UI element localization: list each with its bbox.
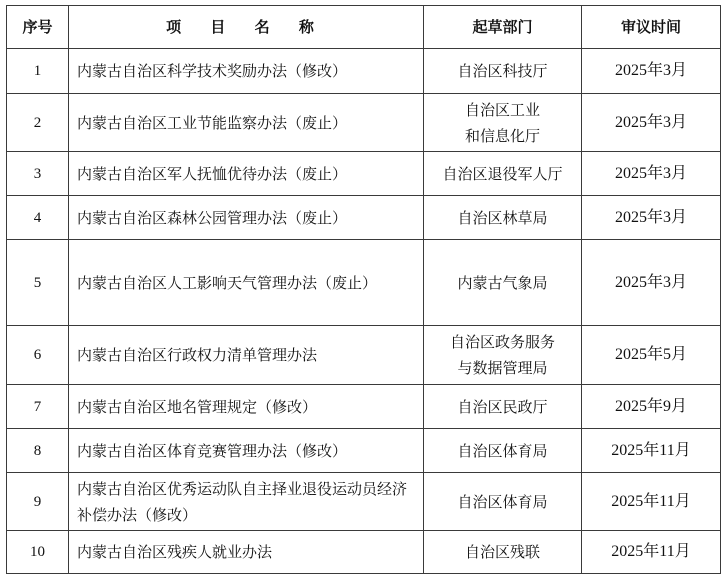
cell-index: 7 xyxy=(7,385,69,429)
cell-project: 内蒙古自治区人工影响天气管理办法（废止） xyxy=(69,240,424,326)
cell-time: 2025年11月 xyxy=(582,429,721,473)
table-row xyxy=(7,385,721,429)
dept-line: 自治区体育局 xyxy=(457,492,548,511)
cell-time: 2025年3月 xyxy=(582,49,721,94)
dept-line: 和信息化厅 xyxy=(464,126,540,145)
table-row xyxy=(7,240,721,326)
cell-project: 内蒙古自治区行政权力清单管理办法 xyxy=(69,326,424,385)
header-project: 项 目 名 称 xyxy=(69,6,424,49)
dept-line: 自治区林草局 xyxy=(457,208,548,227)
header-index: 序号 xyxy=(7,6,69,49)
dept-line: 自治区退役军人厅 xyxy=(442,164,563,183)
table-row xyxy=(7,473,721,531)
legislation-plan-table xyxy=(6,5,721,574)
cell-time: 2025年9月 xyxy=(582,385,721,429)
cell-time: 2025年3月 xyxy=(582,152,721,196)
cell-time: 2025年3月 xyxy=(582,94,721,152)
cell-index: 10 xyxy=(7,531,69,574)
cell-index: 1 xyxy=(7,49,69,94)
cell-project: 内蒙古自治区科学技术奖励办法（修改） xyxy=(69,49,424,94)
table-row xyxy=(7,326,721,385)
cell-project: 内蒙古自治区残疾人就业办法 xyxy=(69,531,424,574)
cell-project: 内蒙古自治区工业节能监察办法（废止） xyxy=(69,94,424,152)
cell-project: 内蒙古自治区优秀运动队自主择业退役运动员经济补偿办法（修改） xyxy=(69,473,424,531)
cell-time: 2025年3月 xyxy=(582,196,721,240)
cell-project: 内蒙古自治区体育竞赛管理办法（修改） xyxy=(69,429,424,473)
dept-line: 自治区科技厅 xyxy=(457,62,548,80)
table-row xyxy=(7,94,721,152)
legislation-plan-table-container xyxy=(6,5,721,574)
cell-dept xyxy=(424,196,582,240)
cell-project: 内蒙古自治区森林公园管理办法（废止） xyxy=(69,196,424,240)
table-row xyxy=(7,429,721,473)
cell-dept xyxy=(424,240,582,326)
cell-index: 6 xyxy=(7,326,69,385)
table-row xyxy=(7,49,721,94)
cell-time: 2025年3月 xyxy=(582,240,721,326)
dept-line: 内蒙古气象局 xyxy=(457,273,548,292)
dept-line: 自治区政务服务 xyxy=(449,333,555,351)
table-row xyxy=(7,152,721,196)
cell-dept xyxy=(424,385,582,429)
dept-line: 自治区残联 xyxy=(464,543,540,561)
table-header-row xyxy=(7,6,721,49)
cell-index: 5 xyxy=(7,240,69,326)
cell-time: 2025年11月 xyxy=(582,531,721,574)
cell-index: 9 xyxy=(7,473,69,531)
cell-dept xyxy=(424,94,582,152)
cell-dept xyxy=(424,152,582,196)
dept-line: 自治区民政厅 xyxy=(457,397,548,416)
dept-line: 自治区工业 xyxy=(464,100,540,119)
cell-dept xyxy=(424,49,582,94)
cell-time: 2025年5月 xyxy=(582,326,721,385)
cell-index: 2 xyxy=(7,94,69,152)
cell-project: 内蒙古自治区军人抚恤优待办法（废止） xyxy=(69,152,424,196)
cell-dept xyxy=(424,326,582,385)
cell-project: 内蒙古自治区地名管理规定（修改） xyxy=(69,385,424,429)
cell-index: 4 xyxy=(7,196,69,240)
cell-dept xyxy=(424,531,582,574)
cell-time: 2025年11月 xyxy=(582,473,721,531)
dept-line: 自治区体育局 xyxy=(457,441,548,460)
header-review-time: 审议时间 xyxy=(582,6,721,49)
cell-index: 3 xyxy=(7,152,69,196)
cell-dept xyxy=(424,473,582,531)
header-drafting-dept: 起草部门 xyxy=(424,6,582,49)
cell-dept xyxy=(424,429,582,473)
table-row xyxy=(7,531,721,574)
cell-index: 8 xyxy=(7,429,69,473)
table-row xyxy=(7,196,721,240)
dept-line: 与数据管理局 xyxy=(457,359,548,377)
